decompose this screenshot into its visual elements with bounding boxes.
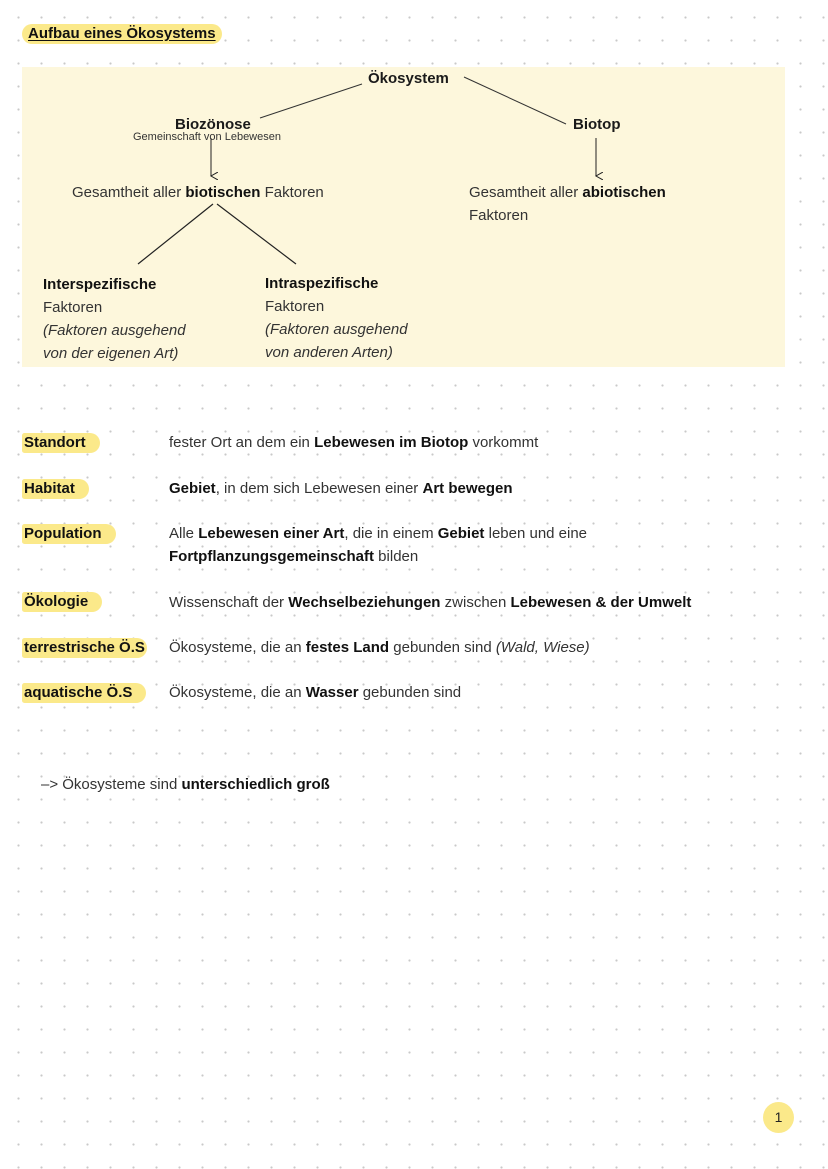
term-aquatisch: aquatische Ö.S bbox=[22, 683, 146, 703]
line-root-biotop bbox=[464, 77, 566, 124]
term-oekologie: Ökologie bbox=[22, 592, 102, 612]
term-standort: Standort bbox=[22, 433, 100, 453]
page-number: 1 bbox=[763, 1102, 794, 1133]
definition-oekologie: Wissenschaft der Wechselbeziehungen zwischen Lebewesen & der Umwelt bbox=[169, 594, 692, 611]
node-interspezifisch: Interspezifische Faktoren (Faktoren ausgehend von der eigenen Art) bbox=[43, 276, 186, 362]
line-biotic-inter bbox=[138, 204, 213, 264]
definition-population: Alle Lebewesen einer Art, die in einem Gebiet leben und eine Fortpflanzungsgemeinschaft bilden bbox=[169, 525, 588, 565]
term-terrestrisch: terrestrische Ö.S bbox=[24, 639, 145, 656]
node-biotic-factors: Gesamtheit aller biotischen Faktoren bbox=[72, 184, 324, 201]
node-oekosystem: Ökosystem bbox=[368, 70, 449, 87]
definition-standort: fester Ort an dem ein Lebewesen im Biotop vorkommt bbox=[169, 434, 539, 451]
note-size: –> Ökosysteme sind unterschiedlich groß bbox=[41, 776, 330, 793]
definition-terrestrisch: Ökosysteme, die an festes Land gebunden sind (Wald, Wiese) bbox=[169, 639, 590, 656]
node-biozoenose: Biozönose bbox=[175, 116, 251, 133]
term-population: Population bbox=[22, 524, 116, 544]
page-title: Aufbau eines Ökosystems bbox=[22, 24, 222, 44]
node-abiotic-factors: Gesamtheit aller abiotischen Faktoren bbox=[469, 184, 666, 224]
definition-habitat: Gebiet, in dem sich Lebewesen einer Art bewegen bbox=[169, 480, 513, 497]
node-biozoenose-subtitle: Gemeinschaft von Lebewesen bbox=[133, 131, 281, 143]
term-habitat: Habitat bbox=[22, 479, 89, 499]
node-intraspezifisch: Intraspezifische Faktoren (Faktoren ausgehend von anderen Arten) bbox=[265, 275, 408, 361]
node-biotop: Biotop bbox=[573, 116, 621, 133]
line-biotic-intra bbox=[217, 204, 296, 264]
definition-aquatisch: Ökosysteme, die an Wasser gebunden sind bbox=[169, 684, 462, 701]
line-root-biozoenose bbox=[260, 84, 362, 118]
